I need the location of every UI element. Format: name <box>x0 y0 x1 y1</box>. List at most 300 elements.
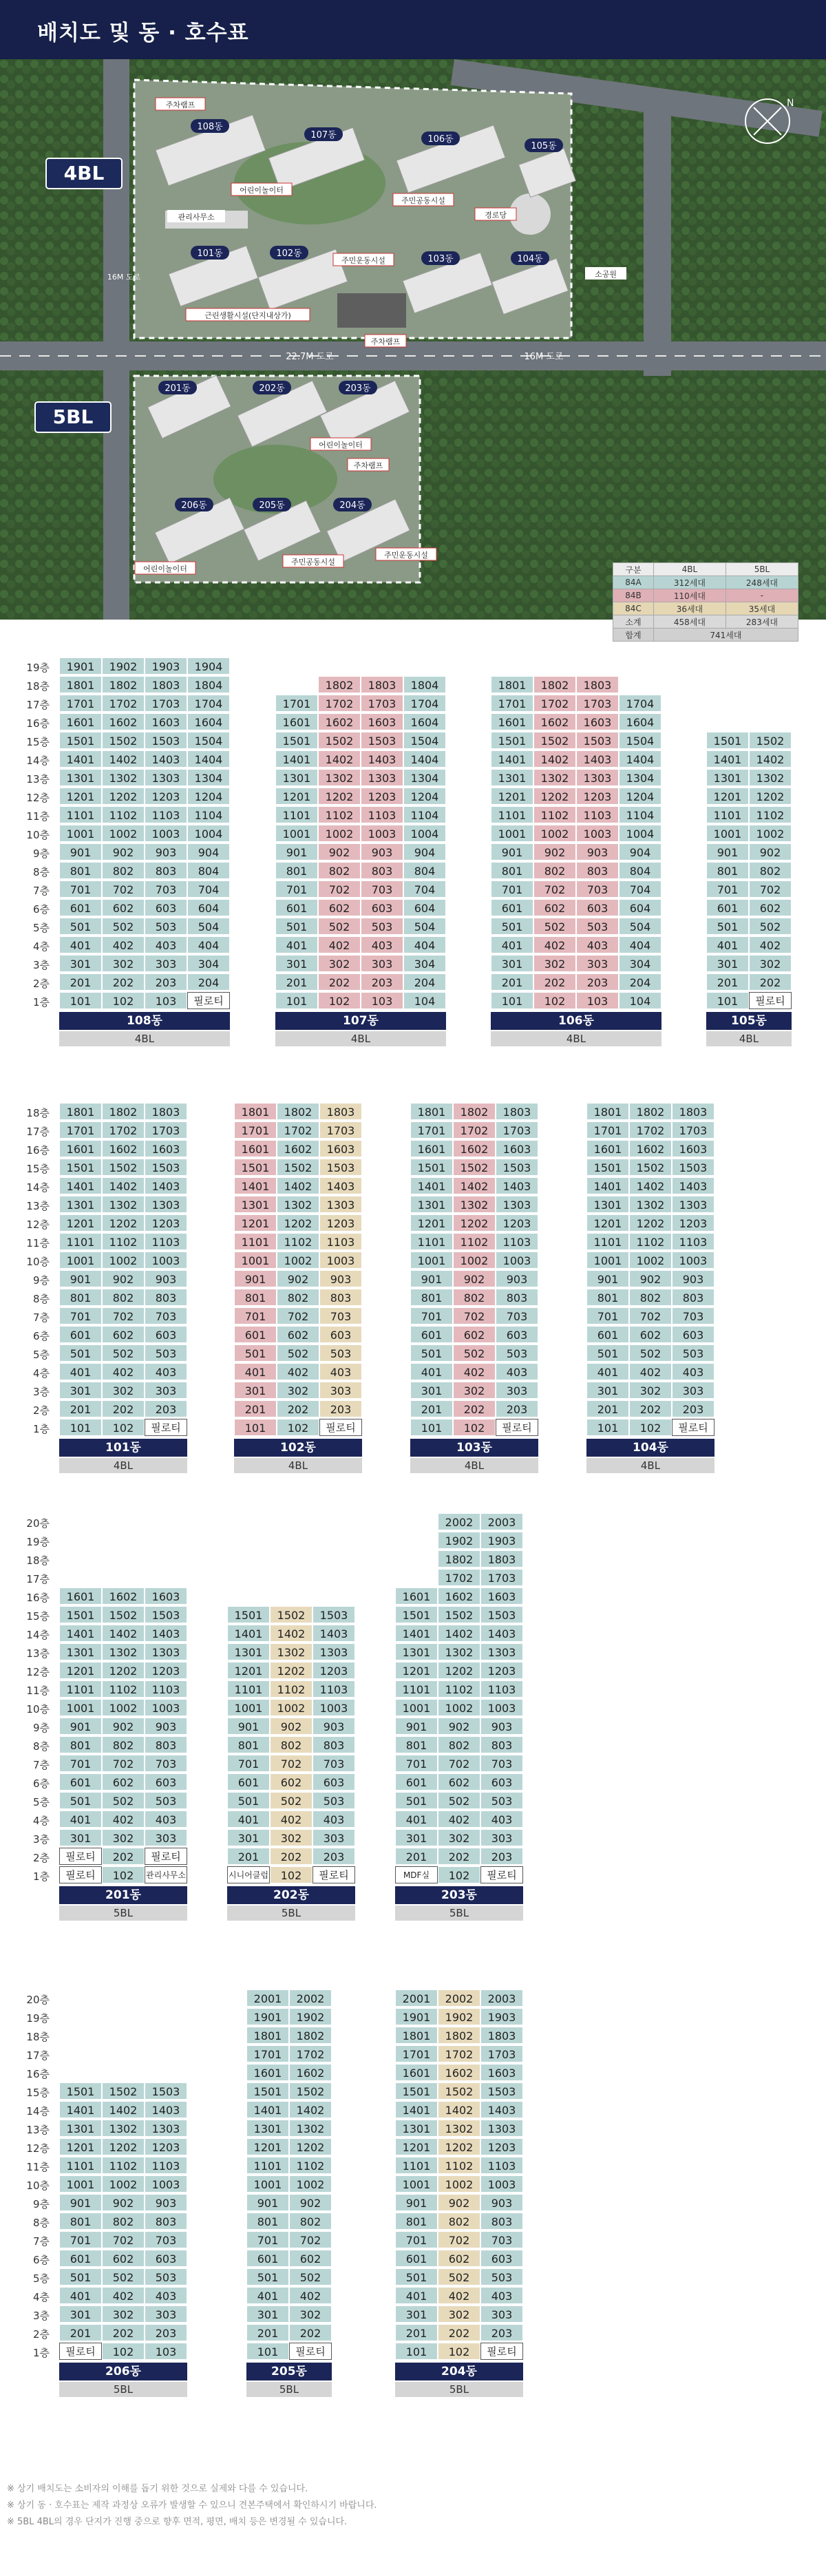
unit-cell: 1403 <box>145 2101 187 2118</box>
unit-cell: 902 <box>629 1270 672 1287</box>
floor-label: 12층 <box>26 2142 50 2155</box>
unit-cell: 403 <box>496 1363 538 1380</box>
unit-cell: 1602 <box>318 713 361 730</box>
unit-cell: 703 <box>672 1307 714 1324</box>
unit-cell: 601 <box>706 899 749 916</box>
unit-cell: 102 <box>102 992 145 1009</box>
unit-cell: 703 <box>145 880 187 898</box>
unit-cell: 1002 <box>277 1252 319 1269</box>
floor-label: 10층 <box>26 1256 50 1268</box>
unit-cell: 1902 <box>102 657 145 675</box>
svg-text:201동: 201동 <box>165 383 191 394</box>
unit-cell: 1802 <box>438 1550 480 1567</box>
unit-cell: 1503 <box>319 1159 362 1176</box>
unit-cell: 1302 <box>318 769 361 786</box>
unit-cell: 702 <box>289 2231 332 2248</box>
unit-cell: 1403 <box>480 2101 523 2118</box>
unit-cell: 801 <box>59 2213 102 2230</box>
unit-cell: 204 <box>619 973 661 991</box>
unit-cell: 1603 <box>496 1140 538 1157</box>
unit-cell: 702 <box>533 880 576 898</box>
unit-cell: 701 <box>275 880 318 898</box>
unit-cell: 102 <box>318 992 361 1009</box>
unit-cell: 501 <box>586 1344 629 1362</box>
unit-cell: 1003 <box>496 1252 538 1269</box>
unit-cell: 901 <box>410 1270 453 1287</box>
unit-cell: 901 <box>246 2194 289 2211</box>
building-name: 108동 <box>59 1012 230 1030</box>
unit-cell: 203 <box>313 1848 355 1865</box>
unit-cell: 1501 <box>410 1159 453 1176</box>
unit-cell: 402 <box>533 936 576 953</box>
unit-cell: 1601 <box>491 713 533 730</box>
unit-cell: 302 <box>629 1382 672 1399</box>
unit-cell: 1102 <box>102 2157 145 2174</box>
unit-cell: 1803 <box>672 1103 714 1120</box>
unit-cell: 804 <box>403 862 446 879</box>
unit-cell: 902 <box>289 2194 332 2211</box>
unit-cell: 1504 <box>187 732 230 749</box>
floor-label: 15층 <box>26 2087 50 2099</box>
unit-cell: 1502 <box>453 1159 496 1176</box>
block-name: 4BL <box>586 1458 714 1473</box>
unit-cell: 1502 <box>438 1606 480 1623</box>
unit-cell: 301 <box>59 1829 102 1846</box>
unit-cell: 403 <box>480 2287 523 2304</box>
unit-cell: 301 <box>227 1829 270 1846</box>
unit-cell: 901 <box>59 843 102 861</box>
unit-cell: 1101 <box>59 1680 102 1698</box>
unit-cell: 202 <box>533 973 576 991</box>
unit-cell: 1002 <box>438 1699 480 1716</box>
unit-cell: 101 <box>275 992 318 1009</box>
unit-cell: 1203 <box>145 2138 187 2155</box>
floor-label: 11층 <box>26 1237 50 1249</box>
unit-cell: 603 <box>672 1326 714 1343</box>
unit-cell: 1201 <box>246 2138 289 2155</box>
unit-cell: 1802 <box>453 1103 496 1120</box>
unit-cell: 601 <box>395 2250 438 2267</box>
floor-label: 13층 <box>26 2124 50 2136</box>
unit-cell: 1201 <box>227 1662 270 1679</box>
unit-cell: 1102 <box>289 2157 332 2174</box>
unit-cell: 1202 <box>629 1214 672 1232</box>
unit-cell: 801 <box>395 2213 438 2230</box>
unit-cell: 304 <box>619 955 661 972</box>
svg-text:107동: 107동 <box>310 130 337 140</box>
floor-label: 2층 <box>32 978 50 990</box>
unit-cell: 1302 <box>438 1643 480 1660</box>
unit-cell: 802 <box>318 862 361 879</box>
unit-cell: 1703 <box>145 695 187 712</box>
unit-cell: 703 <box>576 880 619 898</box>
unit-cell: 1104 <box>619 806 661 823</box>
floor-label: 4층 <box>32 1367 50 1380</box>
unit-cell: 802 <box>277 1289 319 1306</box>
unit-cell: 1603 <box>480 2064 523 2081</box>
unit-cell: 101 <box>395 2343 438 2360</box>
unit-cell: 1402 <box>318 750 361 768</box>
unit-cell: 902 <box>102 843 145 861</box>
unit-cell: 402 <box>102 936 145 953</box>
unit-cell: 801 <box>410 1289 453 1306</box>
unit-cell: 903 <box>145 1718 187 1735</box>
floor-label: 17층 <box>26 2049 50 2062</box>
unit-cell: 302 <box>102 1829 145 1846</box>
unit-cell: 202 <box>453 1400 496 1417</box>
unit-cell: 1302 <box>533 769 576 786</box>
unit-cell: 1201 <box>234 1214 277 1232</box>
unit-cell: 1002 <box>318 825 361 842</box>
unit-cell: 503 <box>496 1344 538 1362</box>
floor-label: 1층 <box>32 996 50 1009</box>
unit-cell: 1203 <box>496 1214 538 1232</box>
floor-label: 19층 <box>26 662 50 674</box>
unit-cell: 1802 <box>629 1103 672 1120</box>
unit-cell: 1701 <box>275 695 318 712</box>
unit-cell: 303 <box>319 1382 362 1399</box>
unit-cell: 502 <box>438 1792 480 1809</box>
unit-cell: 1803 <box>145 1103 187 1120</box>
unit-cell: 1101 <box>410 1233 453 1250</box>
unit-cell: 1603 <box>145 1587 187 1605</box>
unit-cell: 503 <box>145 918 187 935</box>
unit-cell: 1702 <box>438 2045 480 2062</box>
unit-cell: 902 <box>438 1718 480 1735</box>
unit-cell: 1401 <box>227 1625 270 1642</box>
unit-cell: 1002 <box>438 2175 480 2193</box>
unit-cell: 703 <box>480 1755 523 1772</box>
unit-cell: 1002 <box>102 1252 145 1269</box>
unit-cell: 1003 <box>576 825 619 842</box>
unit-cell: 1601 <box>59 1140 102 1157</box>
unit-cell: 1403 <box>361 750 403 768</box>
floor-label: 13층 <box>26 1647 50 1660</box>
unit-cell: 603 <box>313 1773 355 1791</box>
block-name: 5BL <box>227 1905 355 1921</box>
unit-cell: 1501 <box>227 1606 270 1623</box>
svg-text:근린생활시설(단지내상가): 근린생활시설(단지내상가) <box>204 311 291 320</box>
floor-label: 5층 <box>32 1796 50 1808</box>
unit-cell: 101 <box>491 992 533 1009</box>
unit-cell: 503 <box>480 2268 523 2285</box>
unit-cell: 1304 <box>187 769 230 786</box>
unit-cell: 302 <box>270 1829 313 1846</box>
floor-label: 18층 <box>26 1554 50 1567</box>
unit-cell: 1001 <box>59 825 102 842</box>
unit-cell: 401 <box>246 2287 289 2304</box>
block-badge-4bl: 4BL <box>45 158 123 189</box>
unit-cell: 503 <box>672 1344 714 1362</box>
unit-cell: 1503 <box>576 732 619 749</box>
unit-cell: 502 <box>289 2268 332 2285</box>
unit-cell: 302 <box>438 2305 480 2323</box>
block-name: 5BL <box>395 1905 523 1921</box>
unit-cell: 701 <box>491 880 533 898</box>
unit-cell: 1803 <box>319 1103 362 1120</box>
unit-cell: 401 <box>586 1363 629 1380</box>
floor-label: 10층 <box>26 829 50 841</box>
unit-cell: 901 <box>491 843 533 861</box>
unit-cell: 1701 <box>395 2045 438 2062</box>
unit-cell: 903 <box>576 843 619 861</box>
unit-cell: 1303 <box>480 2120 523 2137</box>
unit-cell: 1601 <box>275 713 318 730</box>
unit-cell: 902 <box>453 1270 496 1287</box>
unit-cell: 1402 <box>749 750 792 768</box>
unit-cell: 603 <box>480 2250 523 2267</box>
unit-cell: 202 <box>629 1400 672 1417</box>
footnotes: ※ 상기 배치도는 소비자의 이해를 돕기 위한 것으로 실제와 다를 수 있습니다. ※ 상기 동 · 호수표는 제작 과정상 오류가 발생할 수 있으니 견본주택에서 확인하시기 바랍니다. ※ 5BL 4BL의 경우 단지가 진행 중으로 향후 면적, 평면, 배치 등은 변경될 수 있습니다. <box>7 2484 377 2527</box>
unit-cell: 1702 <box>533 695 576 712</box>
unit-cell: 503 <box>145 1792 187 1809</box>
unit-cell: 403 <box>145 2287 187 2304</box>
unit-cell: 1201 <box>410 1214 453 1232</box>
unit-cell: 102 <box>533 992 576 1009</box>
unit-cell: 703 <box>145 1307 187 1324</box>
unit-cell: 602 <box>102 2250 145 2267</box>
unit-cell: 1303 <box>145 1196 187 1213</box>
unit-cell: 303 <box>313 1829 355 1846</box>
unit-cell: 901 <box>586 1270 629 1287</box>
unit-cell: 1902 <box>438 1532 480 1549</box>
unit-cell: 402 <box>270 1810 313 1828</box>
unit-cell: 701 <box>706 880 749 898</box>
unit-cell: 1701 <box>246 2045 289 2062</box>
unit-cell: 102 <box>102 1866 145 1883</box>
unit-cell: 1302 <box>453 1196 496 1213</box>
unit-cell: 904 <box>619 843 661 861</box>
unit-cell: 701 <box>59 2231 102 2248</box>
unit-cell: 501 <box>275 918 318 935</box>
unit-cell: 702 <box>270 1755 313 1772</box>
unit-cell: 1803 <box>480 1550 523 1567</box>
unit-cell: 1601 <box>410 1140 453 1157</box>
block-name: 4BL <box>59 1458 187 1473</box>
unit-cell: 1204 <box>403 788 446 805</box>
unit-cell: 1501 <box>706 732 749 749</box>
unit-cell: 401 <box>395 1810 438 1828</box>
unit-cell: 1401 <box>586 1177 629 1194</box>
svg-text:16M 도로: 16M 도로 <box>524 352 564 362</box>
unit-cell: 803 <box>145 1736 187 1753</box>
unit-cell: 1303 <box>145 769 187 786</box>
unit-cell: 1401 <box>234 1177 277 1194</box>
unit-cell: 801 <box>59 1736 102 1753</box>
unit-cell: 1202 <box>277 1214 319 1232</box>
unit-cell: 303 <box>480 1829 523 1846</box>
svg-text:105동: 105동 <box>531 141 557 151</box>
unit-cell: 402 <box>453 1363 496 1380</box>
unit-cell: 1201 <box>59 1214 102 1232</box>
unit-cell: 602 <box>289 2250 332 2267</box>
unit-cell: 1102 <box>102 1680 145 1698</box>
floor-label: 14층 <box>26 754 50 767</box>
unit-cell: 1002 <box>102 2175 145 2193</box>
unit-cell: 1001 <box>410 1252 453 1269</box>
unit-cell: 201 <box>706 973 749 991</box>
svg-text:206동: 206동 <box>181 500 207 511</box>
unit-cell: 1602 <box>102 1140 145 1157</box>
unit-cell: 1903 <box>145 657 187 675</box>
unit-cell: 102 <box>277 1419 319 1436</box>
unit-cell: 1001 <box>491 825 533 842</box>
unit-cell: 1102 <box>102 806 145 823</box>
floor-label: 9층 <box>32 847 50 860</box>
unit-cell: 1302 <box>289 2120 332 2137</box>
unit-cell: 301 <box>59 1382 102 1399</box>
unit-cell: 1502 <box>102 2082 145 2100</box>
unit-cell: 403 <box>145 1363 187 1380</box>
unit-cell: 1103 <box>313 1680 355 1698</box>
unit-cell: 1303 <box>480 1643 523 1660</box>
floor-label: 18층 <box>26 680 50 693</box>
unit-cell: 502 <box>438 2268 480 2285</box>
unit-cell: 303 <box>145 2305 187 2323</box>
unit-cell: 1103 <box>145 806 187 823</box>
svg-text:202동: 202동 <box>259 383 285 394</box>
unit-cell: 1103 <box>480 1680 523 1698</box>
unit-cell: 1302 <box>102 769 145 786</box>
unit-cell: 1102 <box>318 806 361 823</box>
unit-cell: 1303 <box>576 769 619 786</box>
unit-cell: 201 <box>586 1400 629 1417</box>
unit-cell: 802 <box>102 862 145 879</box>
unit-cell: 1404 <box>403 750 446 768</box>
unit-cell: 1202 <box>533 788 576 805</box>
unit-cell: 1202 <box>270 1662 313 1679</box>
unit-cell: 1101 <box>227 1680 270 1698</box>
floor-label: 16층 <box>26 717 50 730</box>
unit-cell: 1302 <box>749 769 792 786</box>
unit-cell: 1002 <box>749 825 792 842</box>
floor-label: 18층 <box>26 2031 50 2043</box>
page-header <box>0 0 826 59</box>
unit-cell: 1703 <box>496 1121 538 1139</box>
svg-text:주민공동시설: 주민공동시설 <box>401 196 445 205</box>
unit-cell: 1804 <box>187 676 230 693</box>
unit-cell: 203 <box>480 2324 523 2341</box>
unit-cell: 1701 <box>234 1121 277 1139</box>
unit-cell: 502 <box>102 918 145 935</box>
unit-cell: 1301 <box>395 2120 438 2137</box>
unit-cell: 1603 <box>576 713 619 730</box>
floor-label: 3층 <box>32 1833 50 1846</box>
unit-cell: 902 <box>102 1718 145 1735</box>
unit-cell: 204 <box>187 973 230 991</box>
floor-label: 4층 <box>32 2291 50 2303</box>
site-dong-108: 108동 <box>197 122 223 132</box>
unit-cell: 1002 <box>102 1699 145 1716</box>
unit-cell: 501 <box>234 1344 277 1362</box>
unit-cell: 802 <box>102 2213 145 2230</box>
unit-cell: 1503 <box>145 1159 187 1176</box>
unit-cell: 1301 <box>410 1196 453 1213</box>
floor-label: 8층 <box>32 1740 50 1753</box>
floor-label: 16층 <box>26 1144 50 1157</box>
floor-label: 13층 <box>26 773 50 785</box>
svg-text:104동: 104동 <box>517 254 543 264</box>
unit-cell: 1003 <box>145 1252 187 1269</box>
unit-cell: 203 <box>496 1400 538 1417</box>
unit-cell: 1701 <box>59 695 102 712</box>
unit-cell: 1502 <box>533 732 576 749</box>
unit-cell: 1801 <box>410 1103 453 1120</box>
unit-cell: 301 <box>59 2305 102 2323</box>
unit-cell: 403 <box>576 936 619 953</box>
unit-cell: 304 <box>187 955 230 972</box>
unit-cell: 401 <box>395 2287 438 2304</box>
unit-cell: 1802 <box>438 2027 480 2044</box>
unit-cell: 1203 <box>313 1662 355 1679</box>
unit-cell: 1801 <box>491 676 533 693</box>
unit-cell: 1203 <box>361 788 403 805</box>
unit-cell: 1604 <box>187 713 230 730</box>
unit-cell: 1801 <box>246 2027 289 2044</box>
unit-cell: 503 <box>361 918 403 935</box>
unit-cell: 1003 <box>480 1699 523 1716</box>
unit-cell: 1001 <box>59 1252 102 1269</box>
unit-cell: 403 <box>361 936 403 953</box>
unit-cell: 1403 <box>672 1177 714 1194</box>
unit-cell: 1303 <box>145 1643 187 1660</box>
unit-cell: 1301 <box>234 1196 277 1213</box>
unit-cell: 101 <box>706 992 749 1009</box>
unit-cell: 1803 <box>361 676 403 693</box>
unit-cell: 501 <box>395 2268 438 2285</box>
unit-cell: 403 <box>145 1810 187 1828</box>
unit-cell: 701 <box>234 1307 277 1324</box>
unit-cell: 904 <box>403 843 446 861</box>
floor-label: 5층 <box>32 922 50 934</box>
unit-cell: 303 <box>361 955 403 972</box>
unit-cell: 902 <box>438 2194 480 2211</box>
unit-cell: 403 <box>672 1363 714 1380</box>
unit-cell: 1603 <box>145 1140 187 1157</box>
unit-cell: 1801 <box>586 1103 629 1120</box>
unit-cell: 704 <box>403 880 446 898</box>
unit-cell: 1304 <box>619 769 661 786</box>
unit-cell: 1202 <box>102 788 145 805</box>
building-name: 202동 <box>227 1886 355 1904</box>
unit-cell: 203 <box>576 973 619 991</box>
unit-cell: 1101 <box>706 806 749 823</box>
unit-cell: 802 <box>629 1289 672 1306</box>
unit-cell: 1403 <box>145 1177 187 1194</box>
unit-cell: 1402 <box>533 750 576 768</box>
svg-text:어린이놀이터: 어린이놀이터 <box>240 186 284 195</box>
unit-cell: 702 <box>438 1755 480 1772</box>
unit-cell: 1801 <box>59 676 102 693</box>
unit-cell: 303 <box>576 955 619 972</box>
floor-label: 1층 <box>32 1423 50 1435</box>
svg-text:16M 도로: 16M 도로 <box>107 273 141 282</box>
unit-cell: 603 <box>480 1773 523 1791</box>
unit-cell: 201 <box>395 2324 438 2341</box>
unit-cell: 302 <box>289 2305 332 2323</box>
unit-cell: 304 <box>403 955 446 972</box>
unit-cell: 1502 <box>749 732 792 749</box>
unit-cell: 1501 <box>491 732 533 749</box>
unit-cell: 701 <box>59 880 102 898</box>
unit-cell: 1702 <box>289 2045 332 2062</box>
unit-cell: 2003 <box>480 1989 523 2007</box>
unit-cell: 1102 <box>438 2157 480 2174</box>
unit-cell: 402 <box>289 2287 332 2304</box>
unit-cell: 602 <box>629 1326 672 1343</box>
unit-cell: 203 <box>145 1400 187 1417</box>
unit-cell: 1104 <box>187 806 230 823</box>
